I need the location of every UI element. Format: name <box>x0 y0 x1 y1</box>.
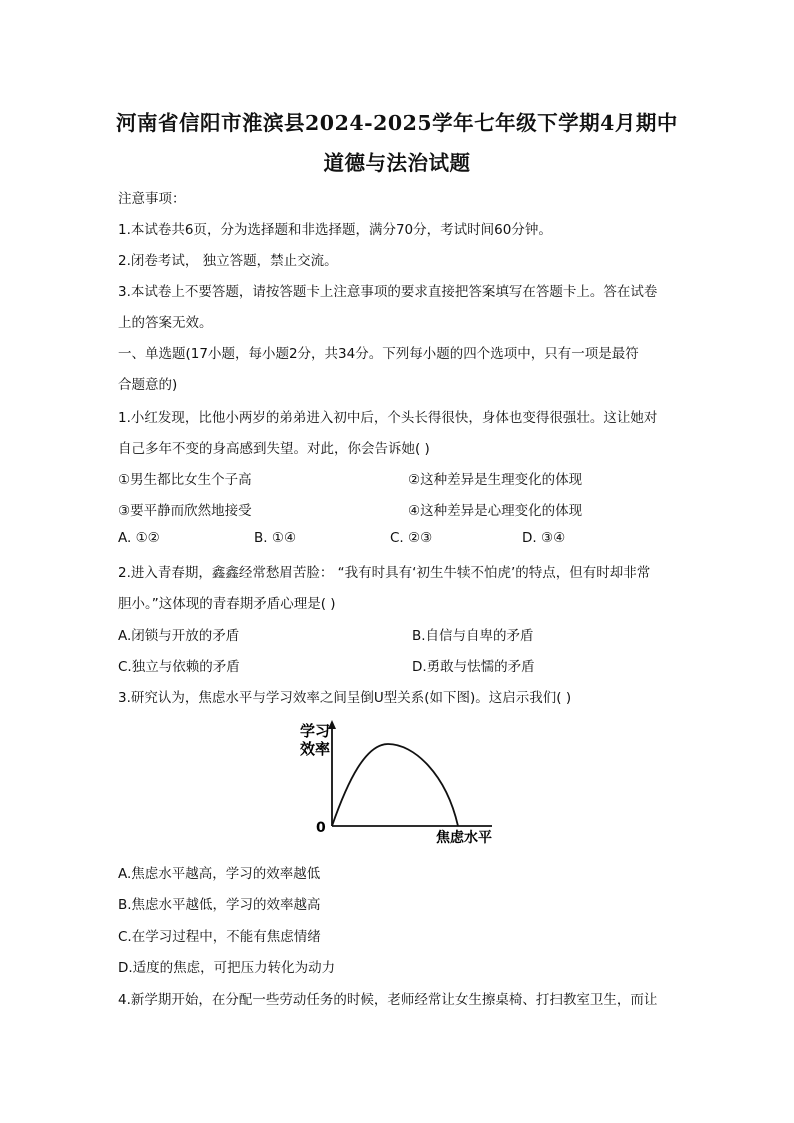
question-1-stem-cont: 自己多年不变的身高感到失望。对此，你会告诉她( ) <box>118 441 430 457</box>
exam-title-line1: 河南省信阳市淮滨县2024-2025学年七年级下学期4月期中 <box>116 111 678 135</box>
q1-option-d: D. ③④ <box>522 530 566 546</box>
q2-option-a: A.闭锁与开放的矛盾 <box>118 628 240 644</box>
q3-option-b: B.焦虑水平越低，学习的效率越高 <box>118 897 321 913</box>
q1-statement-2: ②这种差异是生理变化的体现 <box>408 472 583 488</box>
q2-option-b: B.自信与自卑的矛盾 <box>412 628 534 644</box>
notice-heading: 注意事项： <box>118 191 186 207</box>
q1-statement-1: ①男生都比女生个子高 <box>118 472 252 488</box>
q1-option-c: C. ②③ <box>390 530 433 546</box>
q1-statement-3: ③要平静而欣然地接受 <box>118 503 252 519</box>
notice-item-3-cont: 上的答案无效。 <box>118 315 213 331</box>
q2-option-d: D.勇敢与怯懦的矛盾 <box>412 659 535 675</box>
q1-statement-4: ④这种差异是心理变化的体现 <box>408 503 583 519</box>
question-3-stem: 3.研究认为，焦虑水平与学习效率之间呈倒U型关系(如下图)。这启示我们( ) <box>118 690 572 706</box>
x-axis-label: 焦虑水平 <box>436 830 492 846</box>
question-1-stem: 1.小红发现，比他小两岁的弟弟进入初中后，个头长得很快，身体也变得很强壮。这让她对 <box>118 410 658 426</box>
question-4-stem: 4.新学期开始，在分配一些劳动任务的时候，老师经常让女生擦桌椅、打扫教室卫生，而让 <box>118 992 658 1008</box>
notice-item-1: 1.本试卷共6页，分为选择题和非选择题，满分70分，考试时间60分钟。 <box>118 222 552 238</box>
question-2-stem-cont: 胆小。”这体现的青春期矛盾心理是( ) <box>118 596 336 612</box>
section-heading-cont: 合题意的) <box>118 377 178 393</box>
anxiety-efficiency-figure <box>296 714 506 854</box>
q3-option-c: C.在学习过程中，不能有焦虑情绪 <box>118 929 321 945</box>
q3-option-a: A.焦虑水平越高，学习的效率越低 <box>118 866 321 882</box>
q1-option-b: B. ①④ <box>254 530 297 546</box>
q1-option-a: A. ①② <box>118 530 160 546</box>
q3-option-d: D.适度的焦虑，可把压力转化为动力 <box>118 960 336 976</box>
y-axis-label-1: 学习 <box>300 722 331 740</box>
y-axis-label-2: 效率 <box>300 740 331 758</box>
inverted-u-curve <box>332 744 458 826</box>
origin-label: 0 <box>316 820 326 836</box>
q2-option-c: C.独立与依赖的矛盾 <box>118 659 240 675</box>
notice-item-2: 2.闭卷考试， 独立答题，禁止交流。 <box>118 253 338 269</box>
exam-title-line2: 道德与法治试题 <box>323 151 471 175</box>
question-2-stem: 2.进入青春期，鑫鑫经常愁眉苦脸： “我有时具有‘初生牛犊不怕虎’的特点，但有时却非常 <box>118 565 651 581</box>
notice-item-3: 3.本试卷上不要答题，请按答题卡上注意事项的要求直接把答案填写在答题卡上。答在试卷 <box>118 284 658 300</box>
section-heading: 一、单选题(17小题，每小题2分，共34分。下列每小题的四个选项中，只有一项是最符 <box>118 346 639 362</box>
